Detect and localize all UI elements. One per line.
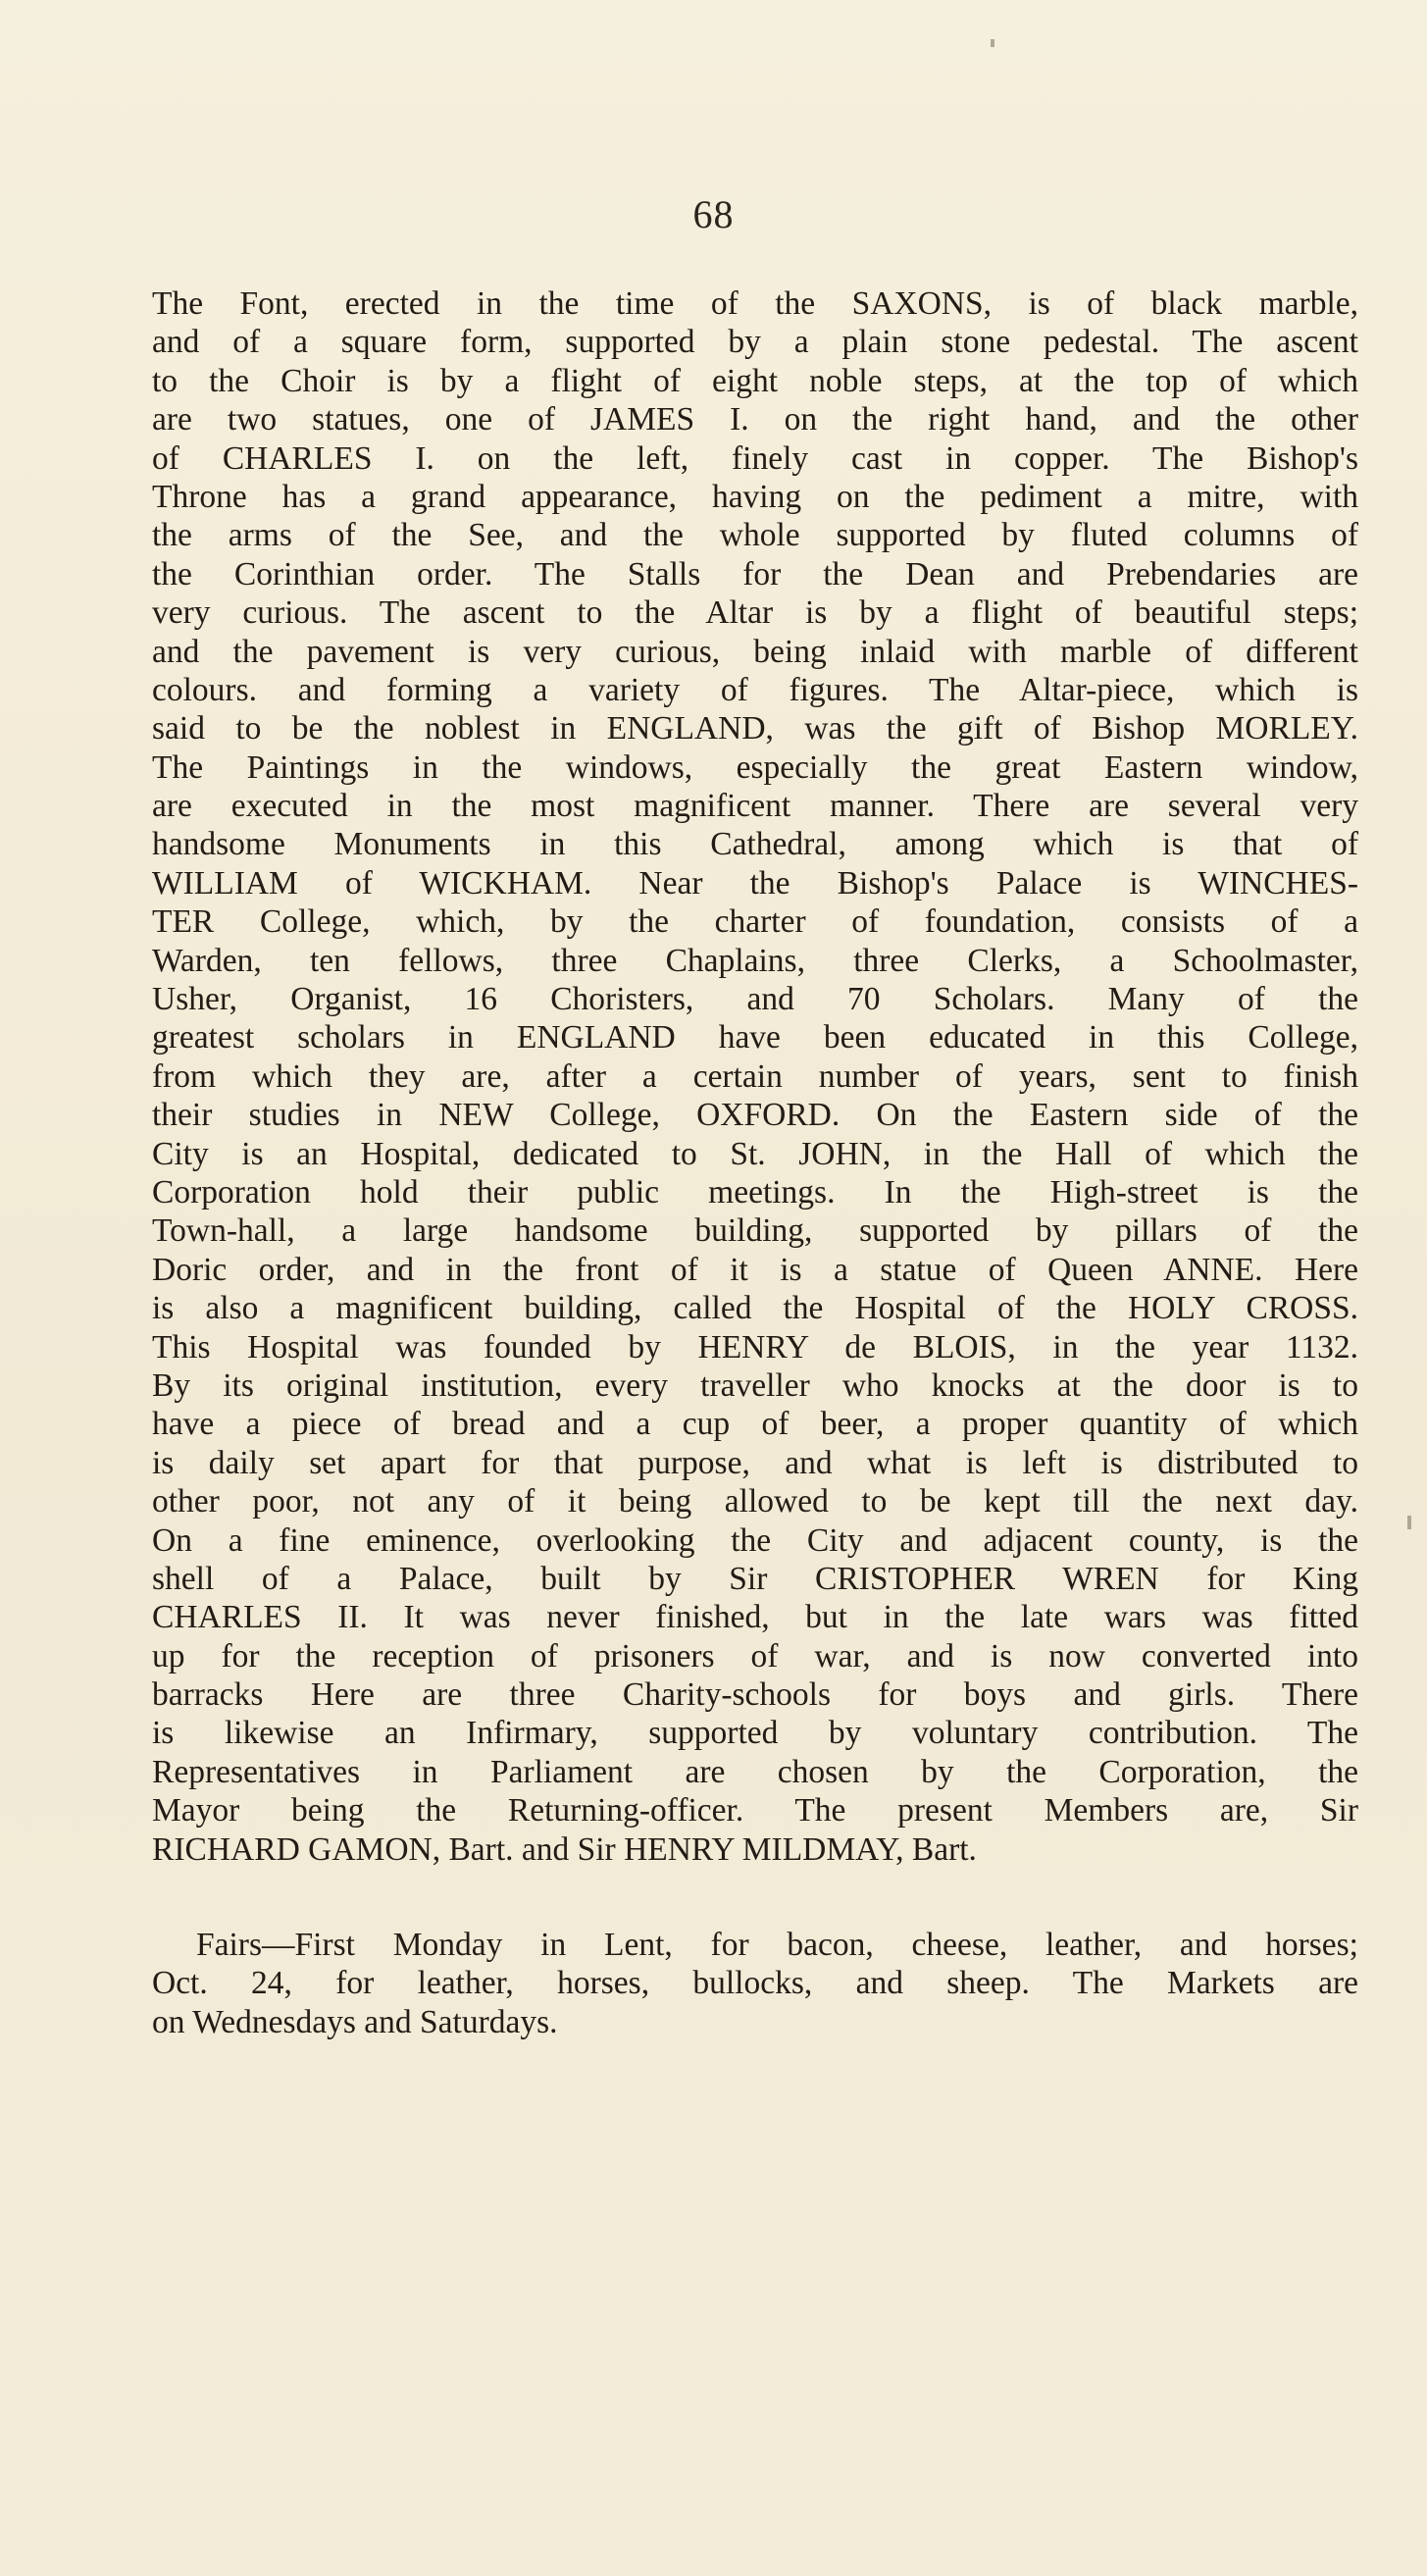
text-line-33: On a fine eminence, overlooking the City and adjacent county, is the	[152, 1521, 1358, 1559]
text-line-21: from which they are, after a certain number of years, sent to finish	[152, 1057, 1358, 1095]
text-line-1: The Font, erected in the time of the SAXONS, is of black marble,	[152, 285, 1358, 322]
text-line-41: RICHARD GAMON, Bart. and Sir HENRY MILDMAY, Bart.	[152, 1830, 977, 1868]
text-line-19: Usher, Organist, 16 Choristers, and 70 Scholars. Many of the	[152, 981, 1358, 1018]
text-line-7: the arms of the See, and the whole supported by fluted columns of	[152, 517, 1358, 554]
fairs-line-3: on Wednesdays and Saturdays.	[152, 2003, 558, 2040]
text-line-22: their studies in NEW College, OXFORD. On the Eastern side of the	[152, 1097, 1358, 1134]
text-line-3: to the Choir is by a flight of eight noble steps, at the top of which	[152, 362, 1358, 399]
stray-ink-mark	[991, 39, 994, 47]
text-line-11: colours. and forming a variety of figures. The Altar-piece, which is	[152, 671, 1358, 708]
text-line-4: are two statues, one of JAMES I. on the right hand, and the other	[152, 401, 1358, 438]
text-line-35: CHARLES II. It was never finished, but in the late wars was fitted	[152, 1599, 1358, 1636]
text-line-10: and the pavement is very curious, being inlaid with marble of different	[152, 633, 1358, 670]
text-line-20: greatest scholars in ENGLAND have been educated in this College,	[152, 1019, 1358, 1056]
page-number: 68	[692, 192, 735, 236]
text-line-12: said to be the noblest in ENGLAND, was the gift of Bishop MORLEY.	[152, 710, 1358, 747]
text-line-15: handsome Monuments in this Cathedral, among which is that of	[152, 826, 1358, 863]
text-line-31: is daily set apart for that purpose, and what is left is distributed to	[152, 1444, 1358, 1481]
text-line-28: This Hospital was founded by HENRY de BLOIS, in the year 1132.	[152, 1328, 1358, 1365]
text-line-18: Warden, ten fellows, three Chaplains, three Clerks, a Schoolmaster,	[152, 942, 1358, 979]
fairs-line-1: Fairs—First Monday in Lent, for bacon, cheese, leather, and horses;	[196, 1927, 1358, 1964]
text-line-9: very curious. The ascent to the Altar is by a flight of beautiful steps;	[152, 594, 1358, 632]
text-line-17: TER College, which, by the charter of foundation, consists of a	[152, 903, 1358, 941]
text-line-26: Doric order, and in the front of it is a statue of Queen ANNE. Here	[152, 1251, 1358, 1288]
text-line-36: up for the reception of prisoners of war, and is now converted into	[152, 1637, 1358, 1674]
text-line-13: The Paintings in the windows, especially the great Eastern window,	[152, 748, 1358, 786]
text-line-29: By its original institution, every traveller who knocks at the door is to	[152, 1366, 1358, 1404]
text-line-14: are executed in the most magnificent manner. There are several very	[152, 788, 1358, 825]
text-line-5: of CHARLES I. on the left, finely cast in copper. The Bishop's	[152, 439, 1358, 477]
text-line-8: the Corinthian order. The Stalls for the Dean and Prebendaries are	[152, 555, 1358, 592]
text-line-2: and of a square form, supported by a plain stone pedestal. The ascent	[152, 324, 1358, 361]
text-line-27: is also a magnificent building, called the Hospital of the HOLY CROSS.	[152, 1290, 1358, 1327]
text-line-32: other poor, not any of it being allowed to be kept till the next day.	[152, 1483, 1358, 1520]
text-line-16: WILLIAM of WICKHAM. Near the Bishop's Palace is WINCHES-	[152, 864, 1358, 902]
text-line-6: Throne has a grand appearance, having on the pediment a mitre, with	[152, 478, 1358, 515]
text-line-37: barracks Here are three Charity-schools for boys and girls. There	[152, 1676, 1358, 1714]
text-line-25: Town-hall, a large handsome building, supported by pillars of the	[152, 1212, 1358, 1250]
text-line-34: shell of a Palace, built by Sir CRISTOPHER WREN for King	[152, 1560, 1358, 1597]
text-line-38: is likewise an Infirmary, supported by voluntary contribution. The	[152, 1715, 1358, 1752]
text-line-39: Representatives in Parliament are chosen by the Corporation, the	[152, 1753, 1358, 1790]
main-text-block	[152, 284, 1358, 2041]
text-line-23: City is an Hospital, dedicated to St. JOHN, in the Hall of which the	[152, 1135, 1358, 1172]
paragraph-gap	[152, 1869, 1358, 1926]
fairs-line-2: Oct. 24, for leather, horses, bullocks, and sheep. The Markets are	[152, 1965, 1358, 2002]
text-line-30: have a piece of bread and a cup of beer, a proper quantity of which	[152, 1406, 1358, 1443]
text-line-24: Corporation hold their public meetings. In the High-street is the	[152, 1173, 1358, 1211]
stray-ink-mark	[1407, 1516, 1411, 1529]
text-line-40: Mayor being the Returning-officer. The present Members are, Sir	[152, 1792, 1358, 1829]
